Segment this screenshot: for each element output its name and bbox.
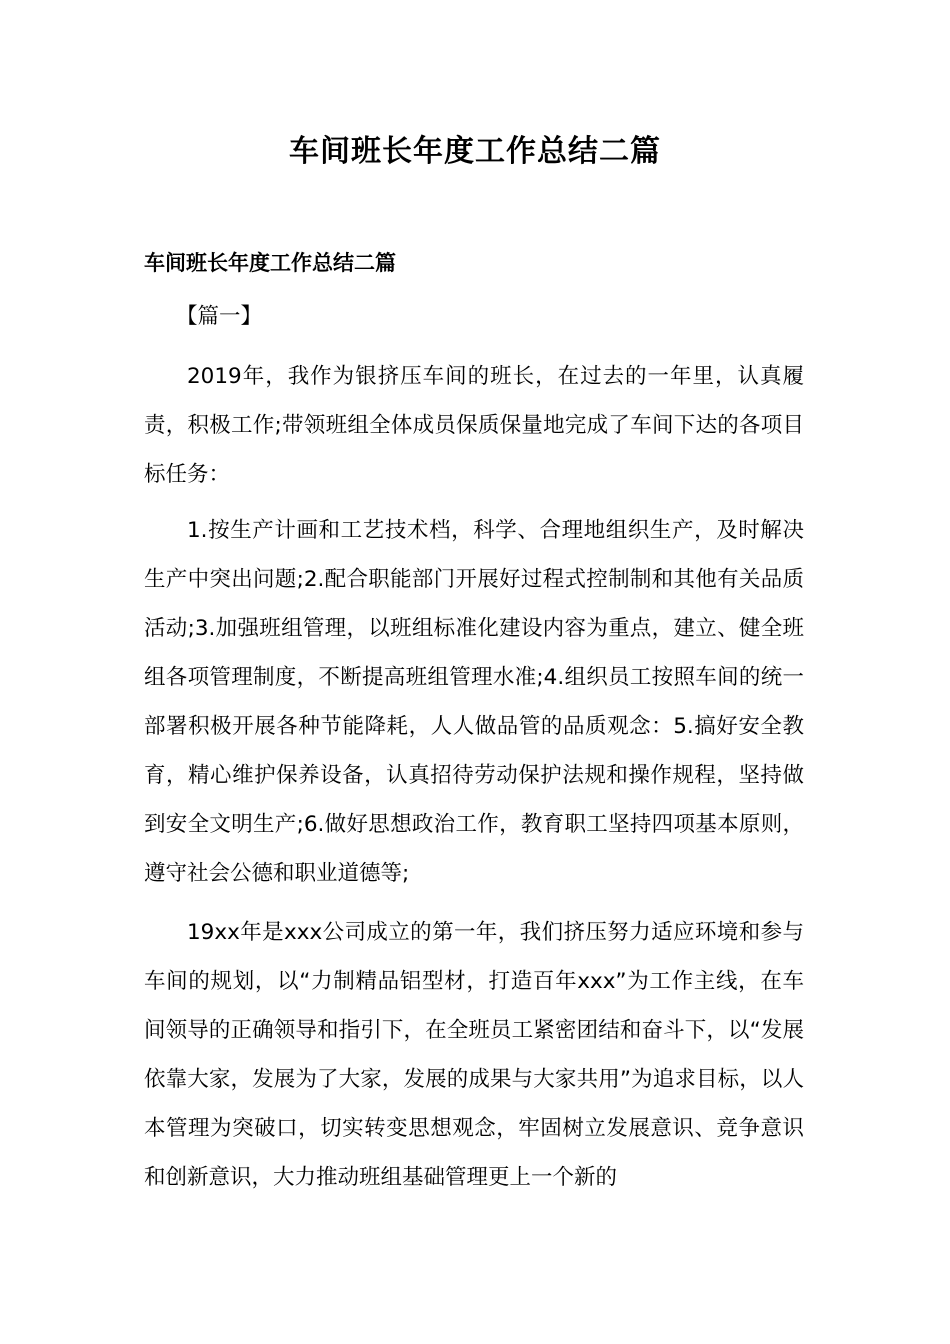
document-title: 车间班长年度工作总结二篇 xyxy=(289,134,661,169)
paragraph-company-year: 19xx年是xxx公司成立的第一年，我们挤压努力适应环境和参与车间的规划，以“力制精品铝型材，打造百年xxx”为工作主线，在车间领导的正确领导和指引下，在全班员工紧密团结和奋斗下，以“发展依靠大家，发展为了大家，发展的成果与大家共用”为追求目标，以人本管理为突破口，切实转变思想观念，牢固树立发展意识、竞争意识和创新意识，大力推动班组基础管理更上一个新的 xyxy=(144,920,804,1190)
part-label: 【篇一】 xyxy=(176,304,263,329)
paragraph-task-list: 1.按生产计画和工艺技术档，科学、合理地组织生产，及时解决生产中突出问题;2.配合职能部门开展好过程式控制制和其他有关品质活动;3.加强班组管理，以班组标准化建设内容为重点，建立、健全班组各项管理制度，不断提高班组管理水准;4.组织员工按照车间的统一部署积极开展各种节能降耗，人人做品管的品质观念：5.搞好安全教育，精心维护保养设备，认真招待劳动保护法规和操作规程，坚持做到安全文明生产;6.做好思想政治工作，教育职工坚持四项基本原则，遵守社会公德和职业道德等; xyxy=(144,518,804,886)
section-heading: 车间班长年度工作总结二篇 xyxy=(144,251,396,275)
paragraph-intro: 2019年，我作为银挤压车间的班长，在过去的一年里，认真履责，积极工作;带领班组全体成员保质保量地完成了车间下达的各项目标任务： xyxy=(144,364,804,487)
